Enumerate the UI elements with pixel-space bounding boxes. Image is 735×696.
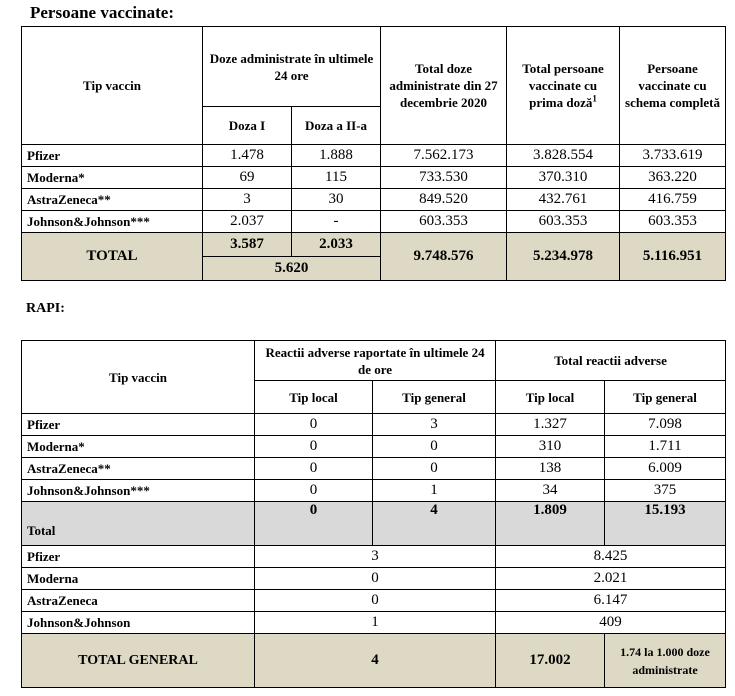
prima-doza-value: 603.353 (507, 211, 620, 233)
header-total-reactii: Total reactii adverse (496, 341, 726, 381)
reactii-total-value: 409 (496, 612, 726, 634)
reactii-24h-value: 0 (255, 590, 496, 612)
header-tip-local-total: Tip local (496, 381, 605, 414)
doza-1-value: 1.478 (203, 145, 292, 167)
vaccine-name: Johnson&Johnson (22, 612, 255, 634)
total-general-value: 375 (605, 480, 726, 502)
total-local-value: 34 (496, 480, 605, 502)
rapi-section-title: RAPI: (26, 301, 65, 316)
header-tip-general-24h: Tip general (373, 381, 496, 414)
header-doza-2: Doza a II-a (292, 107, 381, 145)
total-schema-completa: 5.116.951 (620, 233, 726, 281)
reactii-24h-value: 1 (255, 612, 496, 634)
doza-2-value: 30 (292, 189, 381, 211)
doza-1-value: 69 (203, 167, 292, 189)
summary-row (22, 612, 726, 634)
total-row (22, 502, 726, 546)
reactii-total-value: 6.147 (496, 590, 726, 612)
header-schema-completa: Persoane vaccinate cu schema completă (620, 27, 726, 145)
doza-2-value: 1.888 (292, 145, 381, 167)
vaccinated-table (21, 26, 726, 281)
prima-doza-value: 432.761 (507, 189, 620, 211)
local-24h-value: 0 (255, 436, 373, 458)
total-row (22, 233, 726, 257)
summary-row (22, 546, 726, 568)
header-total-prima-doza-text: Total persoane vaccinate cu prima doză (522, 61, 604, 110)
total-general-rate: 1.74 la 1.000 doze administrate (605, 634, 726, 688)
total-doze-value: 849.520 (381, 189, 507, 211)
reactii-24h-value: 3 (255, 546, 496, 568)
local-24h-value: 0 (255, 480, 373, 502)
total-prima-doza: 5.234.978 (507, 233, 620, 281)
vaccine-name: Pfizer (22, 546, 255, 568)
total-general-24h: 4 (373, 502, 496, 546)
total-doze-value: 7.562.173 (381, 145, 507, 167)
table-row (22, 211, 726, 233)
vaccine-name: Moderna (22, 568, 255, 590)
total-local-value: 138 (496, 458, 605, 480)
total-local-value: 1.327 (496, 414, 605, 436)
vaccine-name: Pfizer (22, 145, 203, 167)
schema-completa-value: 363.220 (620, 167, 726, 189)
local-24h-value: 0 (255, 458, 373, 480)
total-local-24h: 0 (255, 502, 373, 546)
total-general-24h: 4 (255, 634, 496, 688)
table-row (22, 436, 726, 458)
doza-1-value: 3 (203, 189, 292, 211)
table-row (22, 480, 726, 502)
summary-row (22, 590, 726, 612)
doza-2-value: - (292, 211, 381, 233)
vaccine-name: AstraZeneca** (22, 458, 255, 480)
general-24h-value: 1 (373, 480, 496, 502)
rapi-table (21, 340, 726, 688)
table-row (22, 145, 726, 167)
header-total-prima-doza (507, 27, 620, 145)
schema-completa-value: 3.733.619 (620, 145, 726, 167)
vaccine-name: Moderna* (22, 436, 255, 458)
total-label: Total (22, 502, 255, 546)
general-24h-value: 0 (373, 458, 496, 480)
general-24h-value: 0 (373, 436, 496, 458)
total-general-value: 1.711 (605, 436, 726, 458)
total-local-total: 1.809 (496, 502, 605, 546)
total-doze-24h-sum: 5.620 (203, 257, 381, 281)
total-general-label: TOTAL GENERAL (22, 634, 255, 688)
header-tip-vaccin: Tip vaccin (22, 27, 203, 145)
total-doze-value: 9.748.576 (381, 233, 507, 281)
local-24h-value: 0 (255, 414, 373, 436)
vaccine-name: Pfizer (22, 414, 255, 436)
vaccine-name: Moderna* (22, 167, 203, 189)
header-reactii-24h: Reactii adverse raportate în ultimele 24 de ore (255, 341, 496, 381)
vaccine-name: Johnson&Johnson*** (22, 211, 203, 233)
header-doze-24h: Doze administrate în ultimele 24 ore (203, 27, 381, 107)
total-local-value: 310 (496, 436, 605, 458)
total-general-value: 6.009 (605, 458, 726, 480)
reactii-total-value: 8.425 (496, 546, 726, 568)
total-doza-1: 3.587 (203, 233, 292, 257)
total-doze-value: 733.530 (381, 167, 507, 189)
doza-1-value: 2.037 (203, 211, 292, 233)
vaccine-name: Johnson&Johnson*** (22, 480, 255, 502)
total-doze-value: 603.353 (381, 211, 507, 233)
doza-2-value: 115 (292, 167, 381, 189)
schema-completa-value: 603.353 (620, 211, 726, 233)
header-total-doze: Total doze administrate din 27 decembrie 2020 (381, 27, 507, 145)
total-general-total: 15.193 (605, 502, 726, 546)
header-tip-local-24h: Tip local (255, 381, 373, 414)
header-tip-general-total: Tip general (605, 381, 726, 414)
total-general-row (22, 634, 726, 688)
vaccine-name: AstraZeneca (22, 590, 255, 612)
header-doza-1: Doza I (203, 107, 292, 145)
vaccinated-section-title: Persoane vaccinate: (30, 3, 174, 22)
vaccine-name: AstraZeneca** (22, 189, 203, 211)
reactii-24h-value: 0 (255, 568, 496, 590)
reactii-total-value: 2.021 (496, 568, 726, 590)
summary-row (22, 568, 726, 590)
table-row (22, 458, 726, 480)
general-24h-value: 3 (373, 414, 496, 436)
prima-doza-value: 3.828.554 (507, 145, 620, 167)
total-general-total: 17.002 (496, 634, 605, 688)
table-row (22, 167, 726, 189)
schema-completa-value: 416.759 (620, 189, 726, 211)
table-row (22, 414, 726, 436)
prima-doza-value: 370.310 (507, 167, 620, 189)
total-general-value: 7.098 (605, 414, 726, 436)
total-label: TOTAL (22, 233, 203, 281)
total-doza-2: 2.033 (292, 233, 381, 257)
table-row (22, 189, 726, 211)
footnote-marker: 1 (592, 93, 597, 104)
header-tip-vaccin: Tip vaccin (22, 341, 255, 414)
